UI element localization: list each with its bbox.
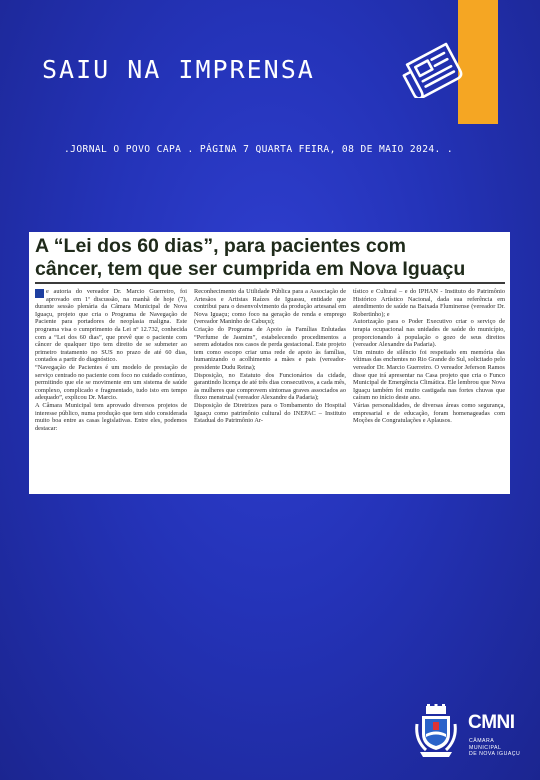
article-body xyxy=(35,288,505,492)
paragraph: Disposição, no Estatuto dos Funcionários da cidade, garantindo licença de até três dias consecutivos, a cada mês, às mulheres que comprovem sintomas graves associados ao fluxo menstrual (vereador Alexandre da Padaria); xyxy=(194,371,346,402)
paragraph: Várias personalidades, de diversas áreas como segurança, empresarial e de educação, foram homenageadas com Moções de Congratulações e Aplausos. xyxy=(353,401,505,425)
article-column-1 xyxy=(35,288,187,492)
cmni-logo-subtitle xyxy=(469,738,524,758)
newspaper-clipping xyxy=(29,232,510,494)
paragraph: A Câmara Municipal tem aprovado diversos projetos de interesse público, numa produção que tem sido considerada muito boa entre as casas legislativas. Entre eles, podemos destacar: xyxy=(35,401,187,432)
cmni-sub-line-2: DE NOVA IGUAÇU xyxy=(469,751,521,758)
article-headline xyxy=(35,235,507,281)
headline-line-2: câncer, tem que ser cumprida em Nova Iguaçu xyxy=(35,258,466,280)
paragraph: Autorização para o Poder Executivo criar o serviço de terapia ocupacional nas unidades de saúde do município, proporcionando à população o gozo de seus direitos (vereador Alexandre da Padaria). xyxy=(353,318,505,349)
headline-line-1: A “Lei dos 60 dias”, para pacientes com xyxy=(35,235,406,257)
page-title: SAIU NA IMPRENSA xyxy=(42,55,315,84)
article-column-3 xyxy=(353,288,505,492)
cmni-sub-line-1: CÂMARA MUNICIPAL xyxy=(469,738,502,751)
headline-divider xyxy=(35,282,505,284)
paragraph: Reconhecimento da Utilidade Pública para a Associação de Artesãos e Artistas Raízes de Iguassu, entidade que contribui para o desenvolvimento da produção artesanal em Nova Iguaçu; como foco na geração de renda e emprego (vereador Maninho de Cabuçu); xyxy=(194,288,346,326)
paragraph: Criação do Programa de Apoio às Famílias Enlutadas “Perfume de Jasmim”, estabelecendo procedimentos a serem adotados nos casos de perda gestacional. Este projeto tem como escopo criar uma rede de apoio às famílias, humanizando o acolhimento a mães e pais (vereador-presidente Dudu Reina); xyxy=(194,325,346,371)
footer-logos xyxy=(414,704,524,758)
dropcap xyxy=(35,289,44,298)
paragraph: “Navegação de Pacientes é um modelo de prestação de serviço centrado no paciente com foco no cuidado contínuo, permitindo que ele se movimente em um sistema de saúde complexo, complicado e fragmentado, tudo isto em tempo adequado”, explicou Dr. Marcio. xyxy=(35,363,187,402)
paragraph: e autoria do vereador Dr. Marcio Guerreiro, foi aprovado em 1ª discussão, na manhã de hoje (7), durante sessão plenária da Câmara Municipal de Nova Iguaçu, projeto que cria o Programa de Navegação de Paciente para portadores de neoplasia maligna. Este programa visa o cumprimento da Lei nº 12.732, conhecida com a “Lei dos 60 dias”, que prevê que o paciente com câncer de qualquer tipo tem direito de se submeter ao primeiro tratamento no SUS no prazo de até 60 dias, contados a partir do diagnóstico. xyxy=(35,288,187,364)
paragraph: Um minuto de silêncio foi respeitado em memória das vítimas das enchentes no Rio Grande do Sul, solicitado pelo vereador Dr. Marcio Guerreiro. O vereador Jeferson Ramos disse que irá apresentar na Casa projeto que cria o Funco Municipal de Emergência Climática. Ele lembrou que Nova Iguaçu também foi muito castigada nas fortes chuvas que caíram no início deste ano. xyxy=(353,348,505,402)
city-crest-icon xyxy=(414,704,458,758)
source-line: .JORNAL O POVO CAPA . PÁGINA 7 QUARTA FEIRA, 08 DE MAIO 2024. . xyxy=(64,144,454,155)
paragraph: tístico e Cultural – e do IPHAN - Instituto do Patrimônio Histórico Artístico Nacional, dada sua referência em atendimento de saúde na Baixada Fluminense (vereador Dr. Robertinho); e xyxy=(353,288,505,318)
article-column-2 xyxy=(194,288,346,492)
cmni-logo: CMNI xyxy=(468,712,515,733)
paragraph: Disposição de Diretrizes para o Tombamento do Hospital Iguaçu como patrimônio cultural do INEPAC – Instituto Estadual do Patrimônio Ar- xyxy=(194,401,346,425)
newspaper-icon xyxy=(398,38,472,98)
